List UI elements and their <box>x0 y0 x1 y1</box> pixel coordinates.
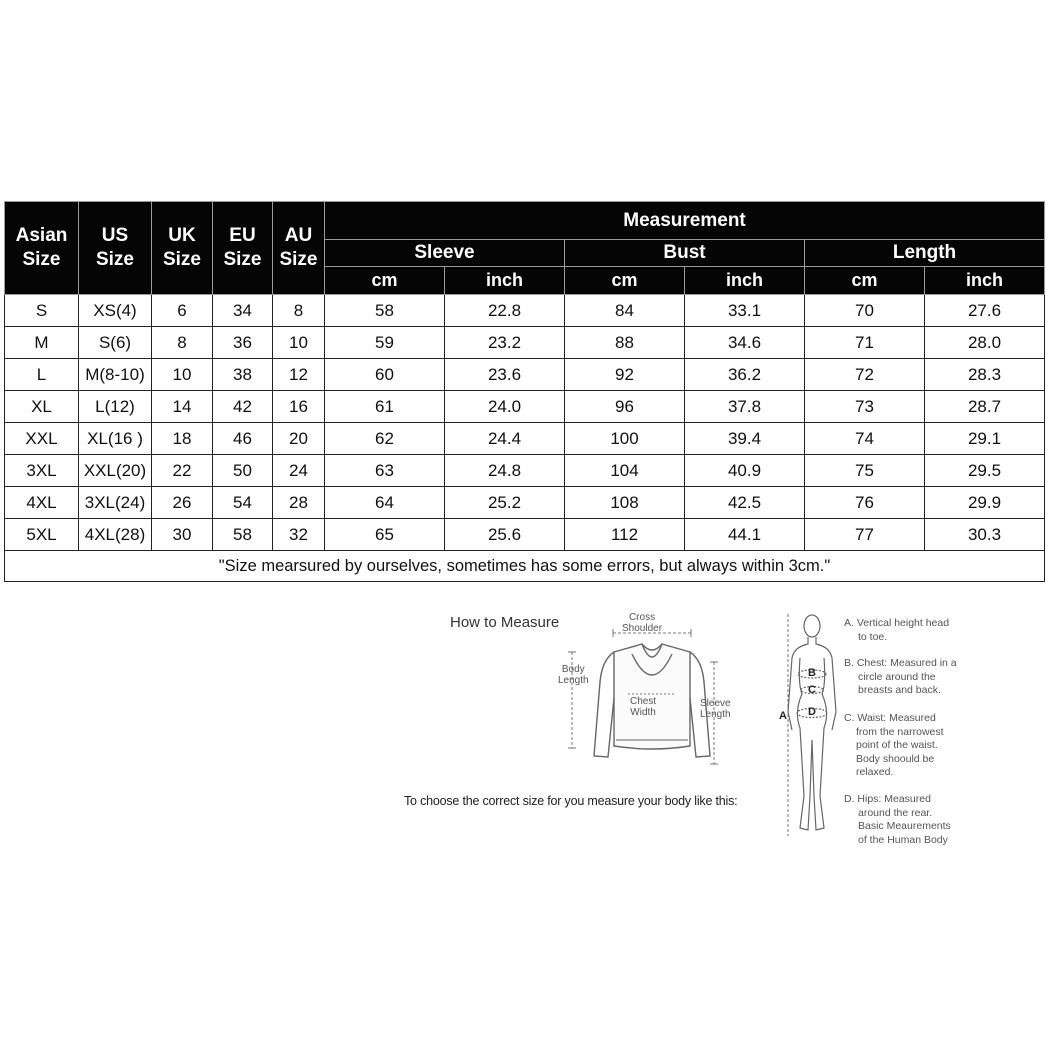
table-cell: 10 <box>273 327 325 359</box>
table-cell: 34.6 <box>685 327 805 359</box>
note-c-waist: C. Waist: Measured from the narrowest point of the waist. Body shoould be relaxed. <box>844 712 944 778</box>
table-cell: 28.0 <box>925 327 1045 359</box>
header-length: Length <box>805 240 1045 267</box>
table-cell: M <box>5 327 79 359</box>
table-cell: 54 <box>213 487 273 519</box>
header-asian-size: Asian Size <box>5 202 79 295</box>
table-cell: 29.5 <box>925 455 1045 487</box>
table-cell: 72 <box>805 359 925 391</box>
table-cell: 22.8 <box>445 295 565 327</box>
note-a-height: A. Vertical height head to toe. <box>844 617 950 643</box>
table-cell: XS(4) <box>79 295 152 327</box>
table-cell: 33.1 <box>685 295 805 327</box>
table-cell: 24.0 <box>445 391 565 423</box>
table-row <box>5 359 1045 391</box>
table-cell: L(12) <box>79 391 152 423</box>
table-row <box>5 295 1045 327</box>
cross-shoulder-label: Cross Shoulder <box>622 612 663 634</box>
table-cell: 32 <box>273 519 325 551</box>
table-cell: 88 <box>565 327 685 359</box>
table-cell: 59 <box>325 327 445 359</box>
table-cell: 84 <box>565 295 685 327</box>
body-length-label: Body Length <box>558 664 589 686</box>
table-row <box>5 391 1045 423</box>
human-figure <box>788 615 836 830</box>
table-cell: 64 <box>325 487 445 519</box>
header-au-size: AU Size <box>273 202 325 295</box>
header-unit: cm <box>805 267 925 295</box>
table-cell: M(8-10) <box>79 359 152 391</box>
table-cell: 104 <box>565 455 685 487</box>
table-cell: 26 <box>152 487 213 519</box>
table-cell: 42 <box>213 391 273 423</box>
table-cell: 65 <box>325 519 445 551</box>
table-cell: 27.6 <box>925 295 1045 327</box>
table-row <box>5 487 1045 519</box>
table-cell: XL(16 ) <box>79 423 152 455</box>
header-unit: inch <box>685 267 805 295</box>
note-d-hips: D. Hips: Measured around the rear. Basic Meaurements of the Human Body <box>844 793 951 846</box>
table-cell: 40.9 <box>685 455 805 487</box>
table-cell: 29.9 <box>925 487 1045 519</box>
table-cell: 24.8 <box>445 455 565 487</box>
table-cell: 29.1 <box>925 423 1045 455</box>
table-cell: S <box>5 295 79 327</box>
table-cell: 12 <box>273 359 325 391</box>
table-row <box>5 423 1045 455</box>
header-sleeve: Sleeve <box>325 240 565 267</box>
table-cell: 3XL <box>5 455 79 487</box>
table-cell: 24.4 <box>445 423 565 455</box>
table-cell: 8 <box>152 327 213 359</box>
table-cell: 36.2 <box>685 359 805 391</box>
header-eu-size: EU Size <box>213 202 273 295</box>
table-cell: 28 <box>273 487 325 519</box>
table-cell: 77 <box>805 519 925 551</box>
how-to-measure-guide <box>396 600 1036 860</box>
table-cell: 28.3 <box>925 359 1045 391</box>
table-cell: L <box>5 359 79 391</box>
table-cell: 108 <box>565 487 685 519</box>
table-cell: 28.7 <box>925 391 1045 423</box>
table-cell: 92 <box>565 359 685 391</box>
table-cell: 42.5 <box>685 487 805 519</box>
table-cell: 58 <box>325 295 445 327</box>
table-cell: 74 <box>805 423 925 455</box>
table-cell: 96 <box>565 391 685 423</box>
table-cell: 4XL(28) <box>79 519 152 551</box>
header-bust: Bust <box>565 240 805 267</box>
table-cell: 10 <box>152 359 213 391</box>
size-table-header <box>5 202 1045 295</box>
table-cell: 22 <box>152 455 213 487</box>
table-cell: 23.6 <box>445 359 565 391</box>
size-chart-table <box>4 201 1045 582</box>
table-cell: 61 <box>325 391 445 423</box>
table-cell: 60 <box>325 359 445 391</box>
header-uk-size: UK Size <box>152 202 213 295</box>
table-cell: 6 <box>152 295 213 327</box>
table-cell: 5XL <box>5 519 79 551</box>
table-row <box>5 519 1045 551</box>
table-row <box>5 455 1045 487</box>
table-cell: 25.6 <box>445 519 565 551</box>
table-cell: 34 <box>213 295 273 327</box>
table-cell: 36 <box>213 327 273 359</box>
table-cell: 30.3 <box>925 519 1045 551</box>
marker-c: C <box>808 684 816 696</box>
sleeve-length-label: Sleeve Length <box>700 698 731 720</box>
header-unit: cm <box>565 267 685 295</box>
note-b-chest: B. Chest: Measured in a circle around the breasts and back. <box>844 657 957 696</box>
table-cell: 73 <box>805 391 925 423</box>
table-cell: 23.2 <box>445 327 565 359</box>
how-to-measure-title: How to Measure <box>450 614 560 631</box>
table-cell: 25.2 <box>445 487 565 519</box>
table-cell: 112 <box>565 519 685 551</box>
table-cell: 100 <box>565 423 685 455</box>
header-unit: inch <box>445 267 565 295</box>
size-table-body <box>5 295 1045 582</box>
choose-size-instruction: To choose the correct size for you measure your body like this: <box>404 794 738 808</box>
measurement-note: "Size mearsured by ourselves, sometimes has some errors, but always within 3cm." <box>5 551 1045 582</box>
header-unit: cm <box>325 267 445 295</box>
table-cell: 38 <box>213 359 273 391</box>
marker-a: A <box>779 710 787 722</box>
table-cell: 63 <box>325 455 445 487</box>
table-cell: S(6) <box>79 327 152 359</box>
table-row <box>5 327 1045 359</box>
marker-b: B <box>808 667 816 679</box>
table-cell: 70 <box>805 295 925 327</box>
table-cell: 16 <box>273 391 325 423</box>
table-cell: 37.8 <box>685 391 805 423</box>
table-cell: XXL(20) <box>79 455 152 487</box>
table-cell: 4XL <box>5 487 79 519</box>
table-cell: 44.1 <box>685 519 805 551</box>
table-cell: 75 <box>805 455 925 487</box>
table-cell: XL <box>5 391 79 423</box>
table-cell: 20 <box>273 423 325 455</box>
table-cell: 39.4 <box>685 423 805 455</box>
table-cell: XXL <box>5 423 79 455</box>
table-cell: 18 <box>152 423 213 455</box>
table-cell: 30 <box>152 519 213 551</box>
chest-width-label: Chest Width <box>630 696 657 718</box>
table-cell: 8 <box>273 295 325 327</box>
table-cell: 76 <box>805 487 925 519</box>
header-unit: inch <box>925 267 1045 295</box>
table-cell: 46 <box>213 423 273 455</box>
marker-d: D <box>808 706 816 718</box>
table-cell: 14 <box>152 391 213 423</box>
table-cell: 58 <box>213 519 273 551</box>
header-us-size: US Size <box>79 202 152 295</box>
table-cell: 50 <box>213 455 273 487</box>
header-measurement: Measurement <box>325 202 1045 240</box>
table-cell: 71 <box>805 327 925 359</box>
table-cell: 62 <box>325 423 445 455</box>
table-cell: 24 <box>273 455 325 487</box>
table-cell: 3XL(24) <box>79 487 152 519</box>
